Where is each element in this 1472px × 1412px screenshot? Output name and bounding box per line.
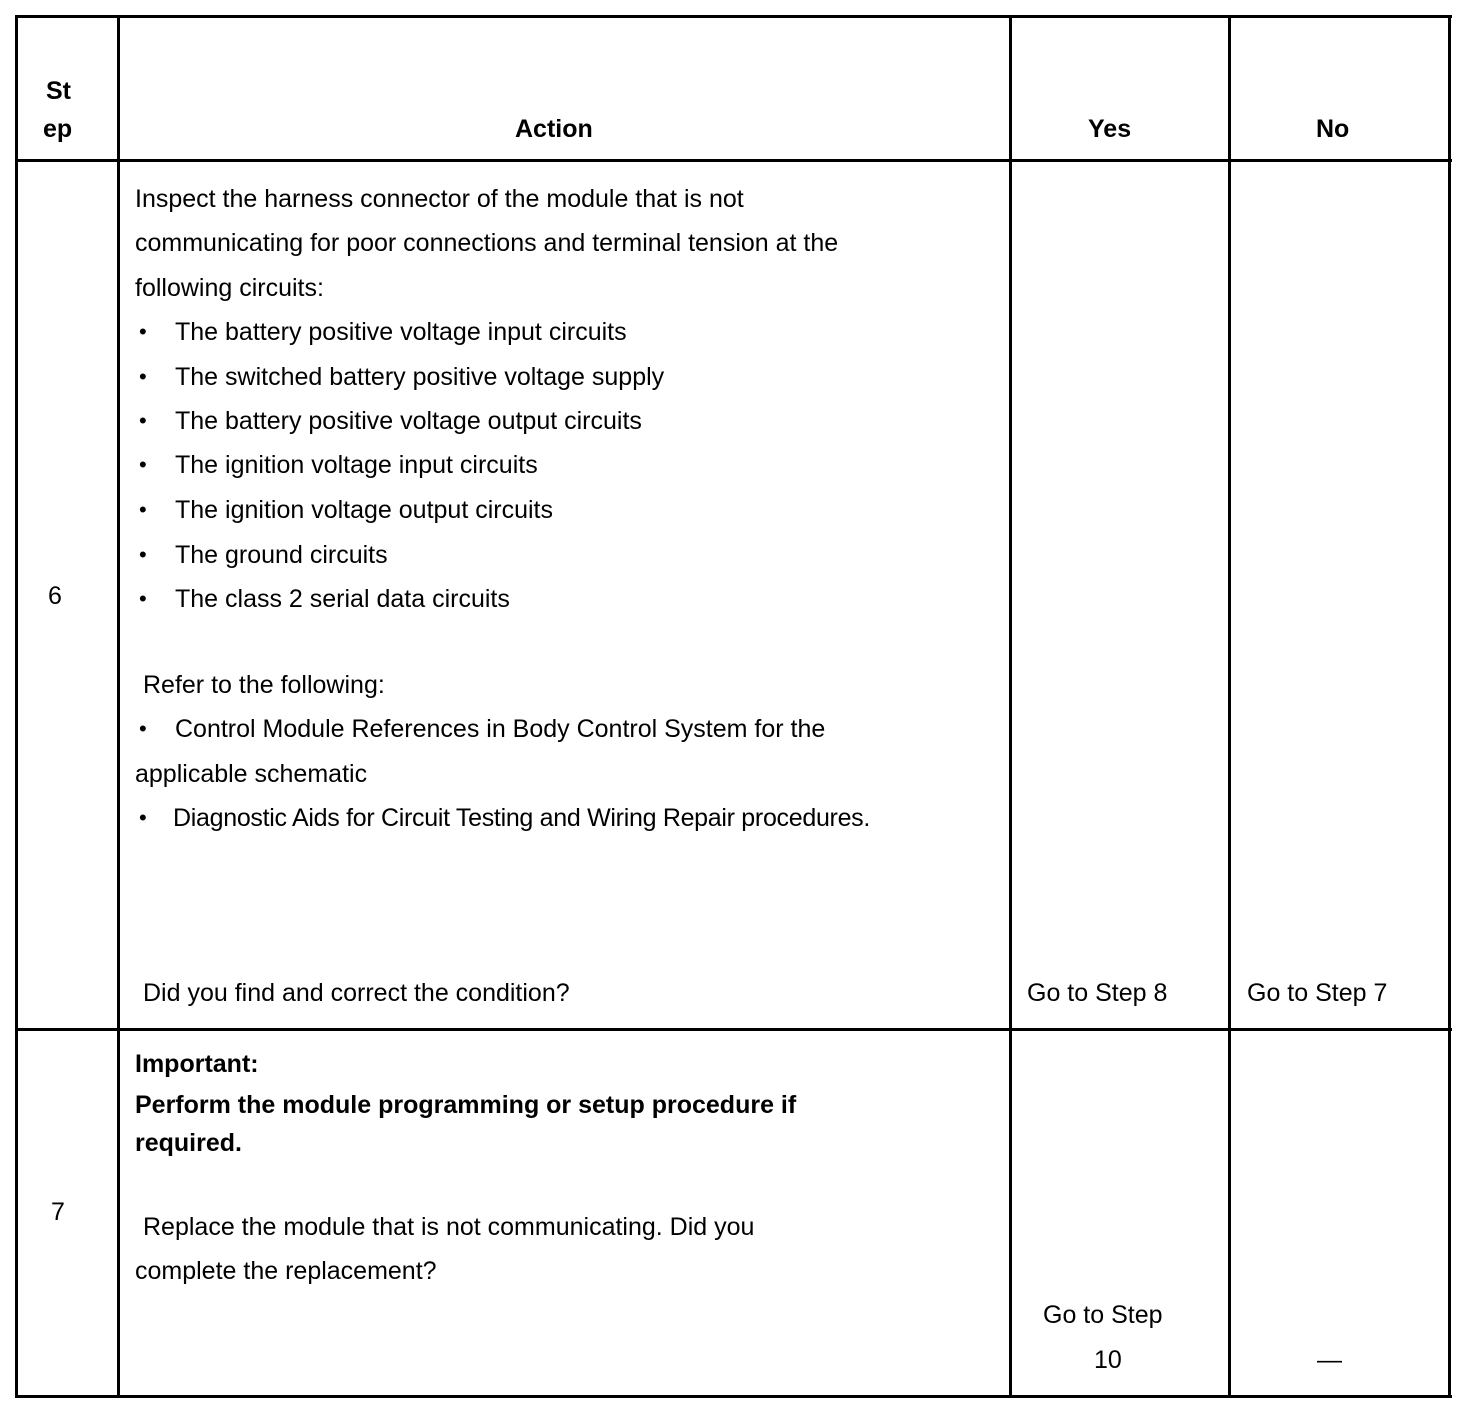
column-divider-action xyxy=(1009,15,1012,1398)
circuit-item: The battery positive voltage output circuits xyxy=(175,407,642,435)
refer-heading: Refer to the following: xyxy=(143,671,385,699)
column-divider-step xyxy=(117,15,120,1398)
important-note: Perform the module programming or setup procedure if xyxy=(135,1091,797,1119)
bullet-icon: • xyxy=(139,586,147,611)
action-intro-line: communicating for poor connections and terminal tension at the xyxy=(135,229,839,257)
header-step-line2: ep xyxy=(43,115,73,143)
no-result: Go to Step 7 xyxy=(1247,979,1388,1007)
yes-result: Go to Step 8 xyxy=(1027,979,1168,1007)
header-divider xyxy=(15,159,1452,162)
no-result: — xyxy=(1317,1346,1342,1374)
refer-item: Diagnostic Aids for Circuit Testing and Wiring Repair procedures. xyxy=(173,804,871,832)
table-border-bottom xyxy=(15,1395,1452,1398)
action-text: complete the replacement? xyxy=(135,1257,437,1285)
important-note: required. xyxy=(135,1129,242,1157)
circuit-item: The ignition voltage output circuits xyxy=(175,496,553,524)
step-number: 6 xyxy=(48,582,62,610)
refer-item-continued: applicable schematic xyxy=(135,760,368,788)
action-text: Replace the module that is not communicating. Did you xyxy=(143,1213,755,1241)
header-action: Action xyxy=(515,115,593,143)
header-yes: Yes xyxy=(1088,115,1132,143)
refer-item: Control Module References in Body Control System for the xyxy=(175,715,826,743)
step-number: 7 xyxy=(51,1198,65,1226)
important-label: Important: xyxy=(135,1050,259,1078)
bullet-icon: • xyxy=(139,716,147,741)
table-border-right xyxy=(1448,15,1451,1398)
circuit-item: The ignition voltage input circuits xyxy=(175,451,538,479)
circuit-item: The class 2 serial data circuits xyxy=(175,585,510,613)
header-no: No xyxy=(1316,115,1350,143)
bullet-icon: • xyxy=(139,542,147,567)
table-border-top xyxy=(15,15,1452,18)
bullet-icon: • xyxy=(139,497,147,522)
circuit-item: The battery positive voltage input circuits xyxy=(175,318,627,346)
bullet-icon: • xyxy=(139,364,147,389)
question: Did you find and correct the condition? xyxy=(143,979,570,1007)
yes-result-continued: 10 xyxy=(1094,1346,1122,1374)
table-border-left xyxy=(15,15,18,1398)
bullet-icon: • xyxy=(139,452,147,477)
bullet-icon: • xyxy=(139,319,147,344)
circuit-item: The ground circuits xyxy=(175,541,388,569)
row-divider xyxy=(15,1028,1452,1031)
yes-result: Go to Step xyxy=(1043,1301,1163,1329)
bullet-icon: • xyxy=(139,805,147,830)
column-divider-yes xyxy=(1228,15,1231,1398)
circuit-item: The switched battery positive voltage supply xyxy=(175,363,665,391)
action-intro-line: Inspect the harness connector of the module that is not xyxy=(135,185,744,213)
action-intro-line: following circuits: xyxy=(135,274,324,302)
bullet-icon: • xyxy=(139,408,147,433)
header-step-line1: St xyxy=(46,77,71,105)
